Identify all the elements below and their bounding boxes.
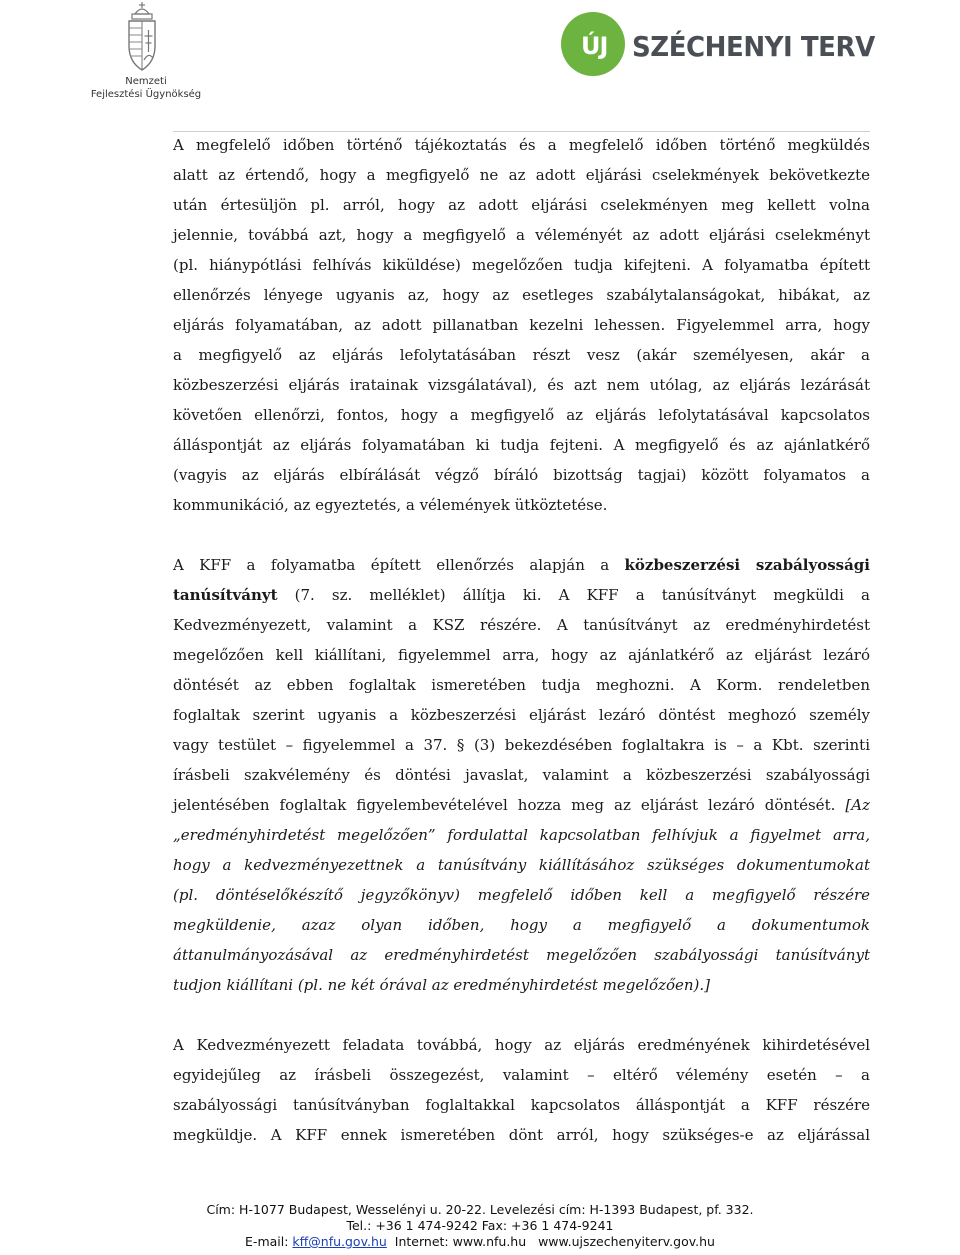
paragraph-3 [173, 1030, 870, 1150]
bold-term: tanúsítványt [173, 586, 278, 604]
text-line: (vagyis az eljárás elbírálását végző bíráló bizottság tagjai) között folyamatos a [173, 466, 870, 484]
footer-contact [0, 1234, 960, 1250]
internet-links: Internet: www.nfu.hu www.ujszechenyiterv.gov.hu [386, 1234, 715, 1249]
text-run: (7. sz. melléklet) állítja ki. A KFF a tanúsítványt megküldi a [277, 586, 870, 604]
text-line: (pl. hiánypótlási felhívás kiküldése) megelőzően tudja kifejteni. A folyamatba épített [173, 256, 870, 274]
document-body [173, 130, 870, 1150]
text-line: A megfelelő időben történő tájékoztatás és a megfelelő időben történő megküldés [173, 136, 870, 154]
bold-term: közbeszerzési szabályossági [624, 556, 870, 574]
italic-note-line: tudjon kiállítani (pl. ne két órával az eredményhirdetést megelőzően).] [173, 976, 711, 994]
email-link[interactable]: kff@nfu.gov.hu [292, 1234, 387, 1249]
text-line: eljárás folyamatában, az adott pillanatban kezelni lehessen. Figyelemmel arra, hogy [173, 316, 870, 334]
text-line: után értesüljön pl. arról, hogy az adott eljárási cselekményen meg kellett volna [173, 196, 870, 214]
text-line: közbeszerzési eljárás iratainak vizsgálatával), és azt nem utólag, az eljárás lezárását [173, 376, 870, 394]
text-line: foglaltak szerint ugyanis a közbeszerzési eljárást lezáró döntést meghozó személy [173, 706, 870, 724]
text-line: jelennie, továbbá azt, hogy a megfigyelő a véleményét az adott eljárási cselekményt [173, 226, 870, 244]
agency-name [86, 75, 206, 101]
italic-note-line: megküldenie, azaz olyan időben, hogy a megfigyelő a dokumentumok [173, 916, 870, 934]
program-name: SZÉCHENYI TERV [632, 30, 875, 63]
text-line: követően ellenőrzi, fontos, hogy a megfigyelő az eljárás lefolytatásával kapcsolatos [173, 406, 870, 424]
text-line: vagy testület – figyelemmel a 37. § (3) bekezdésében foglaltakra is – a Kbt. szerinti [173, 736, 870, 754]
text-line: alatt az értendő, hogy a megfigyelő ne az adott eljárási cselekmények bekövetkezte [173, 166, 870, 184]
agency-name-line2: Fejlesztési Ügynökség [90, 89, 202, 100]
hungarian-coat-of-arms-icon [123, 0, 161, 74]
uj-szechenyi-terv-logo [560, 11, 880, 81]
text-line: ellenőrzés lényege ugyanis az, hogy az esetleges szabálytalanságokat, hibákat, az [173, 286, 870, 304]
italic-note-line: áttanulmányozásával az eredményhirdetést megelőzően szabályossági tanúsítványt [173, 946, 870, 964]
text-line [173, 580, 870, 610]
text-line: megküldje. A KFF ennek ismeretében dönt arról, hogy szükséges-e az eljárással [173, 1126, 870, 1144]
text-line: megelőzően kell kiállítani, figyelemmel arra, hogy az ajánlatkérő az eljárást lezáró [173, 646, 870, 664]
text-run: jelentésében foglaltak figyelembevételével hozza meg az eljárást lezáró döntését. [173, 796, 846, 814]
email-label: E-mail: [245, 1234, 293, 1249]
paragraph-2 [173, 550, 870, 1000]
text-line: egyidejűleg az írásbeli összegezést, valamint – eltérő vélemény esetén – a [173, 1066, 870, 1084]
text-run: A KFF a folyamatba épített ellenőrzés alapján a [173, 556, 625, 574]
text-line [173, 790, 870, 820]
text-line: döntését az ebben foglaltak ismeretében tudja meghozni. A Korm. rendeletben [173, 676, 870, 694]
paragraph-1 [173, 130, 870, 520]
text-line [173, 550, 870, 580]
italic-note-line: (pl. döntéselőkészítő jegyzőkönyv) megfelelő időben kell a megfigyelő részére [173, 886, 870, 904]
footer-address: Cím: H-1077 Budapest, Wesselényi u. 20-22. Levelezési cím: H-1393 Budapest, pf. 332. [206, 1202, 754, 1217]
page-footer [0, 1202, 960, 1250]
text-line: írásbeli szakvélemény és döntési javaslat, valamint a közbeszerzési szabályossági [173, 766, 870, 784]
uj-label: ÚJ [581, 32, 608, 60]
text-line: szabályossági tanúsítványban foglaltakkal kapcsolatos álláspontját a KFF részére [173, 1096, 870, 1114]
footer-phone: Tel.: +36 1 474-9242 Fax: +36 1 474-9241 [346, 1218, 614, 1233]
italic-note-line: „eredményhirdetést megelőzően” fordulattal kapcsolatban felhívjuk a figyelmet arra, [173, 826, 870, 844]
text-line: a megfigyelő az eljárás lefolytatásában részt vesz (akár személyesen, akár a [173, 346, 870, 364]
page-header [0, 0, 960, 132]
italic-note: [Az [845, 796, 870, 814]
italic-note-line: hogy a kedvezményezettnek a tanúsítvány kiállításához szükséges dokumentumokat [173, 856, 870, 874]
text-line: kommunikáció, az egyeztetés, a vélemények ütköztetése. [173, 496, 608, 514]
text-line: álláspontját az eljárás folyamatában ki tudja fejteni. A megfigyelő és az ajánlatkérő [173, 436, 870, 454]
text-line: A Kedvezményezett feladata továbbá, hogy az eljárás eredményének kihirdetésével [173, 1036, 870, 1054]
nfu-logo [86, 0, 206, 110]
agency-name-line1: Nemzeti [125, 76, 167, 87]
text-line: Kedvezményezett, valamint a KSZ részére. A tanúsítványt az eredményhirdetést [173, 616, 870, 634]
